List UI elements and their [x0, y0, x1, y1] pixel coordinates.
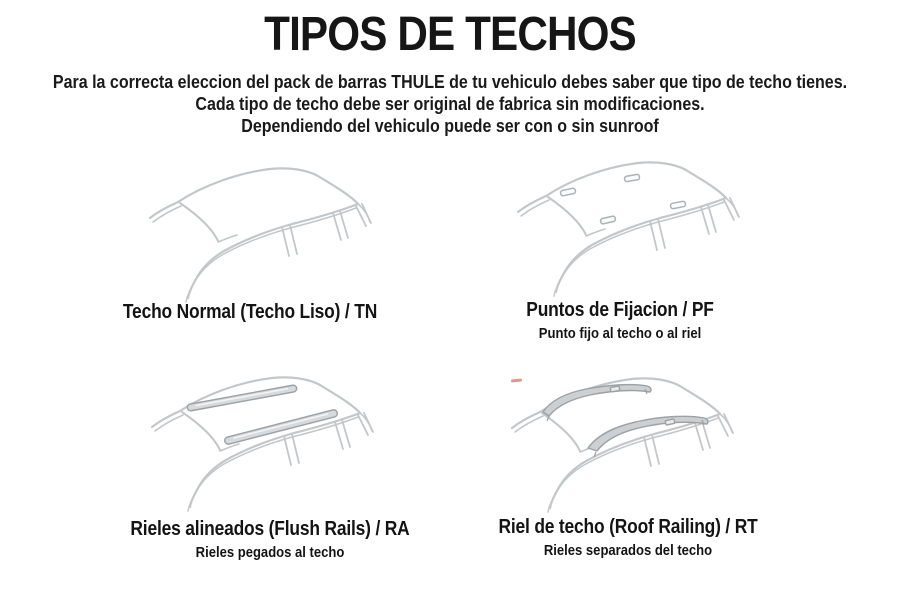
raised-roof-railing-illustration: [504, 372, 804, 522]
roof-type-label-ra: Rieles alineados (Flush Rails) / RA: [130, 518, 410, 540]
roof-type-caption-rt: [437, 516, 820, 559]
roof-type-label-rt: Riel de techo (Roof Railing) / RT: [498, 516, 758, 538]
flush-rails-roof-illustration: [144, 371, 444, 521]
roof-type-sublabel-ra: Rieles pegados al techo: [195, 544, 345, 561]
page-title: TIPOS DE TECHOS: [264, 8, 636, 61]
roof-type-caption-tn: [59, 301, 442, 327]
intro-line-3: Dependiendo del vehiculo puede ser con o sin sunroof: [241, 116, 659, 136]
intro-line-2: Cada tipo de techo debe ser original de fabrica sin modificaciones.: [195, 94, 705, 114]
intro-line-1: Para la correcta eleccion del pack de barras THULE de tu vehiculo debes saber que tipo de techo tienes.: [52, 72, 848, 92]
intro-text: [50, 71, 851, 137]
fixed-points-roof-illustration: [510, 156, 810, 306]
roof-type-caption-pf: [429, 299, 812, 342]
roof-type-label-pf: Puntos de Fijacion / PF: [526, 299, 714, 321]
roof-type-label-tn: Techo Normal (Techo Liso) / TN: [122, 301, 378, 323]
roof-type-caption-ra: [79, 518, 462, 561]
roof-type-sublabel-rt: Rieles separados del techo: [543, 542, 713, 559]
roof-type-sublabel-pf: Punto fijo al techo o al riel: [538, 325, 702, 342]
normal-roof-illustration: [142, 162, 442, 312]
